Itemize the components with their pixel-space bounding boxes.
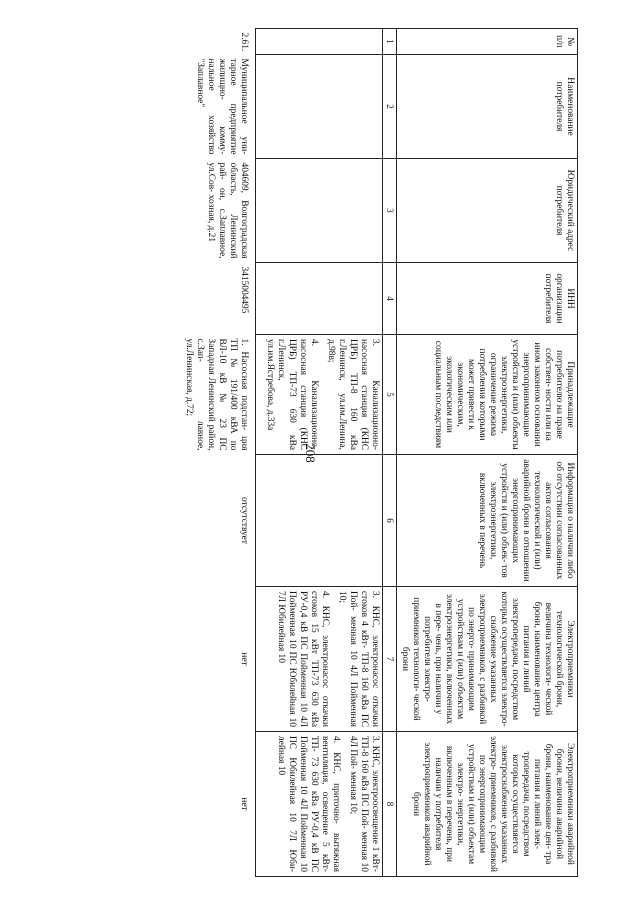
header-cell: Электроприемники аварийной брони, величина аварийной брони, наименование цен- тра питания и линий элек- тропередачи, посредством которых осуществляется электроснабжение указанных электро- приемников, с разбивкой по энергопринимающим устройствам и (или) объектам электро- энергетики, включенным в перечень, при наличии у потребителя электроприемников аварийной брони [397, 732, 578, 877]
emergency-reserve-value: нет [239, 797, 249, 811]
header-cell: Наименование потребителя [397, 55, 578, 159]
emergency-entry: 4. КНС, приточно- вытяжная вентиляция, освещение 5 кВт- ТП- 73 630 кВа РУ-0,4 кВ ПС Пойменная 10 4Л Пойменная 10 ПС Юбилейная 10 7Л Юби- лейная 10 [276, 736, 341, 872]
header-cell: Принадлежащие потребителю на праве собствен- ности или на ином законном основании энергопринимающие устройства и (или) объекты электроэнергетики, ограничение режима потребления которыми может привести к экономическим, экологическим или социальным последствиям [397, 335, 578, 455]
column-number-row [383, 29, 397, 877]
column-number: 8 [383, 732, 397, 877]
tech-entry: 4. КНС, электронасос откачки стоков 15 кВт ТП-73 630 кВа РУ-0,4 кВ ПС Пойменная 10 4Л Пойменная 10 ПС Юбилейная 10 7Л Юбилейная 10 [276, 591, 330, 727]
device-entry: 3. Канализационно- насосная станция (КНС ЦРБ) ТП-8 160 кВа г.Ленинск, ул.им.Ленина, д.98в; [326, 339, 380, 450]
table-row-continuation [256, 29, 383, 877]
consumer-address: 404609, Волгоградская область, Ленинский рай- он, с.Заплавное, ул.Сов- хозная, д.21 [206, 162, 249, 259]
header-cell: Электроприемники технологической брони, величина технологи- ческой брони, наименование центра питания и линий электропередачи, посредством которых осуществляется электро- снабжение указанных электроприемников, с разбивкой по энерго- принимающим устройствам и (или) объектам электроэнергетики, включенных в пере- чень, при наличии у потребителя электро- приемников технологи- ческой брони [397, 587, 578, 732]
device-entry: 4. Канализационно- насосная станция (КНС ЦРБ) ТП-73 630 кВа г.Ленинск, ул.им.Ястребова, д.33а [265, 339, 319, 450]
column-number: 4 [383, 263, 397, 335]
column-number: 3 [383, 159, 397, 263]
tech-entry: 3. КНС, электронасос откачки стоков 4 кВт- ТП-8 160 кВа ПС Пой- менная 10 4Л Пойменная 10; [337, 591, 380, 727]
header-cell: № п/п [397, 29, 578, 55]
tech-reserve-cell [256, 587, 383, 732]
tech-reserve-value: нет [239, 652, 249, 666]
column-number: 6 [383, 455, 397, 587]
emergency-entry: 3. КНС, электроосвещение 1 кВт- ТП-8 160 кВа ПС Пой- менная 10 4Л Пой- менная 10; [348, 736, 380, 872]
column-number: 7 [383, 587, 397, 732]
acts-status: отсутствует [239, 497, 249, 544]
row-number: 2.61. [239, 32, 249, 52]
column-number: 1 [383, 29, 397, 55]
header-row [397, 29, 578, 877]
devices-cell [256, 335, 383, 455]
emergency-reserve-cell [256, 732, 383, 877]
consumer-devices: 1. Насосная подстан- ция ТП № 191/400 кВА по ВЛ-10 кВ № 23 ПС Западная Ленинский район, с.Зап- лавное, ул.Ленинская, д.72; [184, 338, 249, 451]
column-number: 2 [383, 55, 397, 159]
consumer-inn: 3415004495 [239, 266, 249, 314]
page-number: 208 [302, 443, 318, 463]
document-table-wrapper [181, 28, 578, 876]
header-cell: Информация о наличии либо об отсутствии согласованных актов согласования технологической и (или) аварийной брони в отношении энергопринимающих устройств и (или) объек- тов электроэнергетики, включенных в перечень [397, 455, 578, 587]
consumer-table [181, 28, 578, 877]
consumer-name: Муниципальное уни- тарное предприятие жилищно- комму- нальное хозяйство "Заплавное" [195, 58, 249, 155]
header-cell: Юридический адрес потребителя [397, 159, 578, 263]
table-row-2-61 [181, 29, 256, 877]
column-number: 5 [383, 335, 397, 455]
header-cell: ИНН организации потребителя [397, 263, 578, 335]
